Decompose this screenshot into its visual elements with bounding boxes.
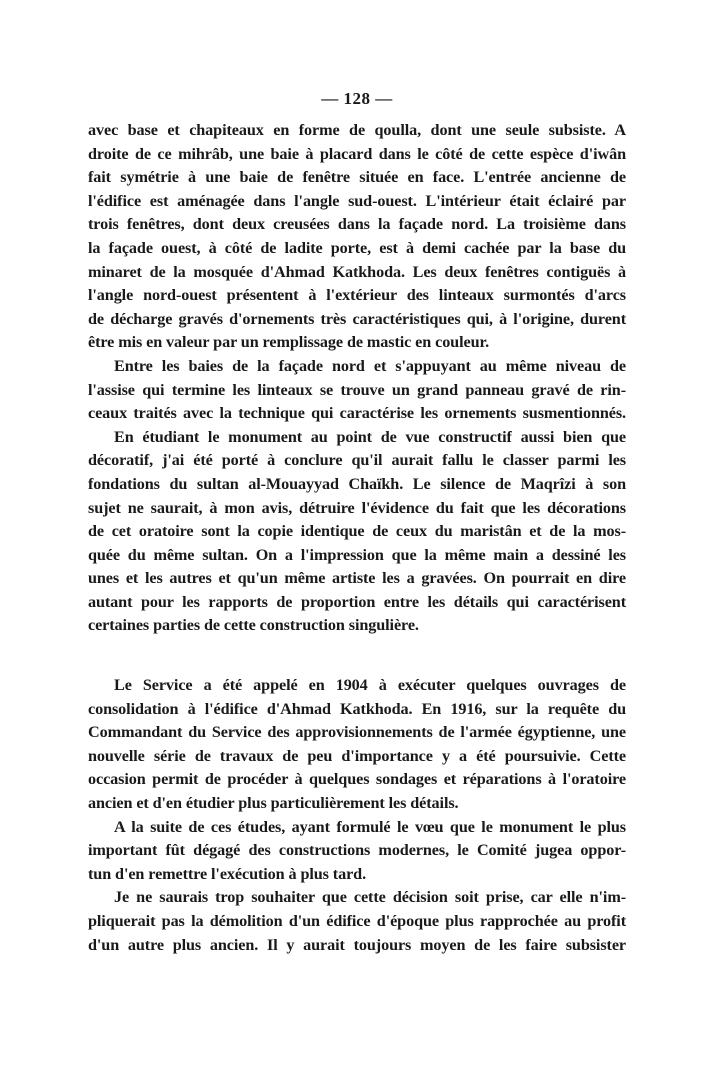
text-line: Je ne saurais trop souhaiter que cette décision soit prise, car elle n'im- [114,888,626,907]
section-2 [88,674,626,957]
text-line: Commandant du Service des approvisionnements de l'armée égyptienne, une [88,723,626,742]
text-line: l'assise qui termine les linteaux se trouve un grand panneau gravé de rin- [88,380,626,399]
text-line: minaret de la mosquée d'Ahmad Katkhoda. Les deux fenêtres contiguës à [88,262,626,281]
text-line: unes et les autres et qu'un même artiste les a gravées. On pourrait en dire [88,569,626,588]
text-line: quée du même sultan. On a l'impression que la même main a dessiné les [88,545,626,564]
text-line: de cet oratoire sont la copie identique de ceux du maristân et de la mos- [88,522,626,541]
text-line: Entre les baies de la façade nord et s'appuyant au même niveau de [114,356,626,375]
text-line: l'édifice est aménagée dans l'angle sud-ouest. L'intérieur était éclairé par [88,191,626,210]
text-line: de décharge gravés d'ornements très caractéristiques qui, à l'origine, durent [88,309,626,328]
text-line: occasion permit de procéder à quelques sondages et réparations à l'oratoire [88,770,626,789]
text-line: fondations du sultan al-Mouayyad Chaïkh. Le silence de Maqrîzi à son [88,474,626,493]
text-line: être mis en valeur par un remplissage de mastic en couleur. [88,333,490,352]
text-line: important fût dégagé des constructions modernes, le Comité jugea oppor- [88,841,626,860]
text-line: pliquerait pas la démolition d'un édifice d'époque plus rapprochée au profit [88,912,626,930]
section-1 [88,119,626,638]
section-spacer [88,638,626,674]
text-line: ancien et d'en étudier plus particulièrement les détails. [88,794,459,813]
text-line: autant pour les rapports de proportion entre les détails qui caractérisent [88,592,626,611]
text-line: Le Service a été appelé en 1904 à exécuter quelques ouvrages de [114,676,626,695]
text-line: décoratif, j'ai été porté à conclure qu'il aurait fallu le classer parmi les [88,451,626,470]
text-line: fait symétrie à une baie de fenêtre située en face. L'entrée ancienne de [88,168,626,187]
text-line: ceaux traités avec la technique qui caractérise les ornements susmentionnés. [88,404,626,423]
text-line: nouvelle série de travaux de peu d'importance y a été poursuivie. Cette [88,746,626,765]
text-line: la façade ouest, à côté de ladite porte, est à demi cachée par la base du [88,238,626,257]
text-line: d'un autre plus ancien. Il y aurait toujours moyen de les faire subsister [88,935,626,954]
page-number: — 128 — [321,89,393,108]
text-line: certaines parties de cette construction singulière. [88,616,419,635]
text-line: trois fenêtres, dont deux creusées dans la façade nord. La troisième dans [88,215,626,234]
text-line: droite de ce mihrâb, une baie à placard dans le côté de cette espèce d'iwân [88,144,626,163]
text-line: l'angle nord-ouest présentent à l'extérieur des linteaux surmontés d'arcs [88,286,626,305]
text-line: consolidation à l'édifice d'Ahmad Katkhoda. En 1916, sur la requête du [88,699,626,718]
text-line: avec base et chapiteaux en forme de qoulla, dont une seule subsiste. A [88,121,626,139]
book-page [88,86,626,957]
text-line: En étudiant le monument au point de vue constructif aussi bien que [114,427,626,446]
text-line: sujet ne saurait, à mon avis, détruire l'évidence du fait que les décorations [88,498,626,517]
text-line: tun d'en remettre l'exécution à plus tard. [88,864,367,883]
text-line: A la suite de ces études, ayant formulé le vœu que le monument le plus [114,817,626,836]
